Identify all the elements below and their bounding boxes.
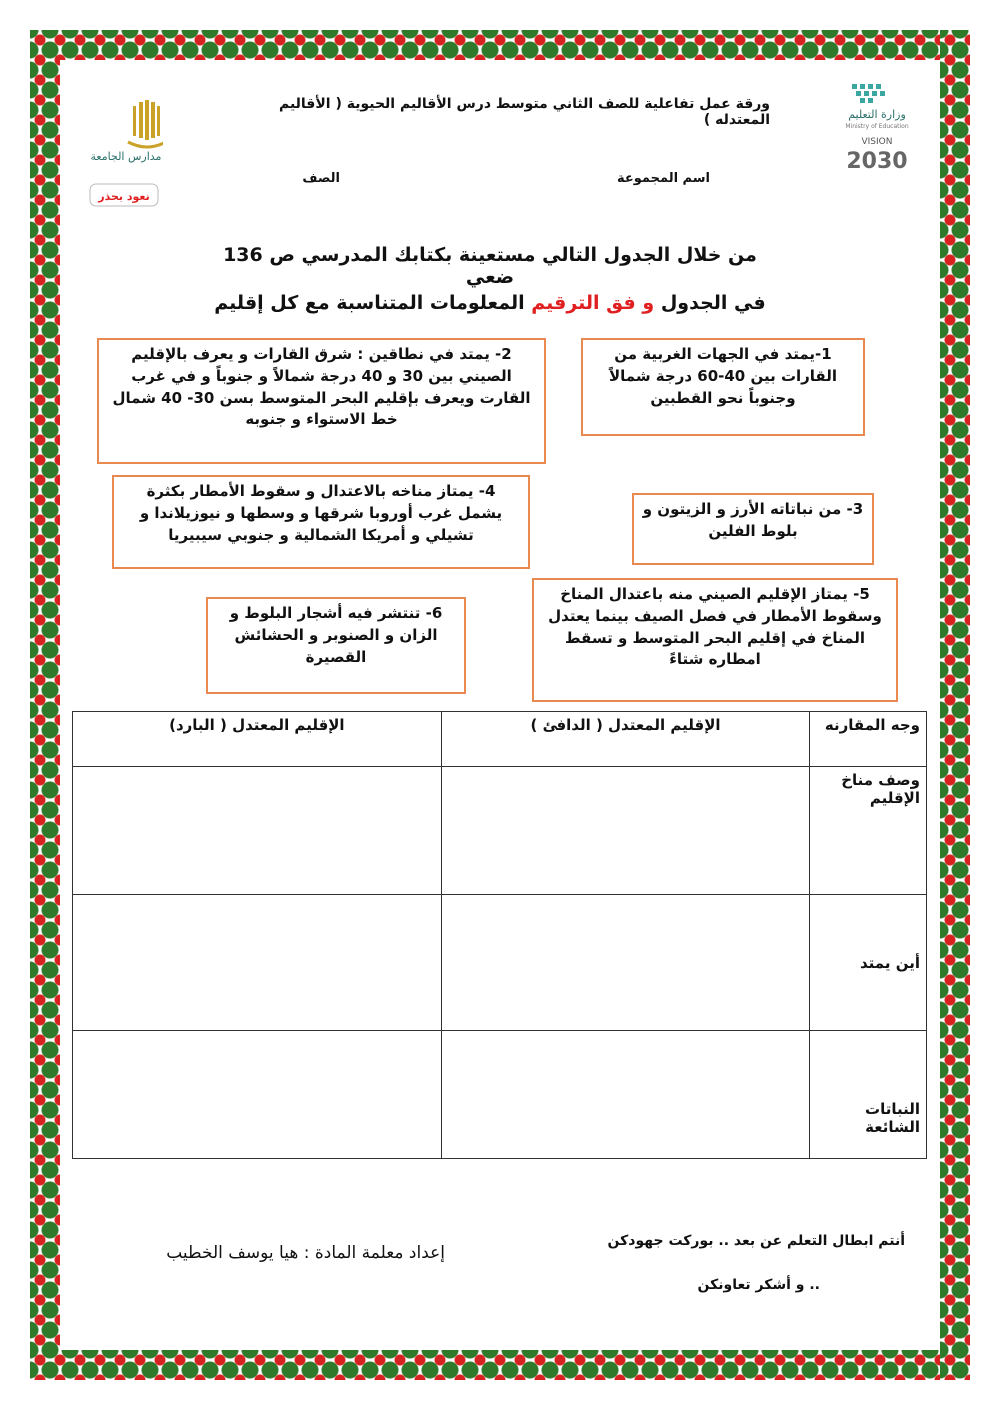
row-label-plants: النباتات الشائعة: [810, 1031, 927, 1159]
class-label: الصف: [302, 171, 340, 186]
footer-thanks: .. و أشكر تعاونكن: [697, 1277, 820, 1293]
info-box-2[interactable]: 2- يمتد في نطاقين : شرق القارات و يعرف بالإقليم الصيني بين 30 و 40 درجة شمالاً و جنوباً و في غرب القارت ويعرف بإقليم البحر المتوسط بسن 30- 40 شمال خط الاستواء و جنوبه: [97, 338, 546, 464]
svg-text:مدارس الجامعة: مدارس الجامعة: [90, 150, 162, 163]
group-name-label: اسم المجموعة: [616, 171, 710, 186]
row-label-climate: وصف مناخ الإقليم: [810, 767, 927, 895]
info-box-5[interactable]: 5- يمتاز الإقليم الصيني منه باعتدال المناخ وسقوط الأمطار في فصل الصيف بينما يعتدل المناخ في إقليم البحر المتوسط و تسقط امطاره شتاءً: [532, 578, 898, 702]
table-corner-cell: وجه المقارنه: [810, 712, 927, 767]
instruction-line-2: [200, 292, 780, 314]
info-box-4[interactable]: 4- يمتاز مناخه بالاعتدال و سقوط الأمطار بكثرة يشمل غرب أوروبا شرقها و وسطها و نيوزيلاندا و تشيلي و أمريكا الشمالية و جنوبي سيبيريا: [112, 475, 530, 569]
table-row: [73, 767, 927, 895]
school-logo: [88, 92, 163, 212]
table-row: [73, 1031, 927, 1159]
decorative-border-top: [30, 30, 970, 60]
svg-text:2030: 2030: [846, 149, 908, 174]
column-warm-header: الإقليم المعتدل ( الدافئ ): [441, 712, 810, 767]
drop-cell-cold-extent[interactable]: [73, 895, 442, 1031]
drop-cell-warm-climate[interactable]: [441, 767, 810, 895]
footer-encouragement: أنتم ابطال التعلم عن بعد .. بوركت جهودكن: [607, 1233, 905, 1249]
ministry-logo-icon: [832, 80, 922, 192]
table-row: [73, 895, 927, 1031]
info-box-6[interactable]: 6- تنتشر فيه أشجار البلوط و الزان و الصنوبر و الحشائش القصيرة: [206, 597, 466, 694]
column-cold-header: الإقليم المعتدل ( البارد): [73, 712, 442, 767]
ministry-logo: [832, 80, 922, 192]
row-label-extent: أين يمتد: [810, 895, 927, 1031]
svg-text:Ministry of Education: Ministry of Education: [845, 123, 909, 130]
instruction-part-a: في الجدول: [660, 292, 766, 314]
drop-cell-warm-plants[interactable]: [441, 1031, 810, 1159]
decorative-border-left: [30, 30, 60, 1380]
instruction-part-b: المعلومات المتناسبة مع كل إقليم: [214, 292, 525, 314]
drop-cell-warm-extent[interactable]: [441, 895, 810, 1031]
decorative-border-right: [940, 30, 970, 1380]
instruction-part-red: و فق الترقيم: [531, 292, 655, 314]
worksheet-title: ورقة عمل تفاعلية للصف الثاني متوسط درس الأقاليم الحيوية ( الأقاليم المعتدله ): [278, 96, 770, 128]
comparison-table: [72, 711, 927, 1159]
svg-text:نعود بحذر: نعود بحذر: [98, 190, 150, 203]
drop-cell-cold-plants[interactable]: [73, 1031, 442, 1159]
table-header-row: [73, 712, 927, 767]
instruction-line-1: من خلال الجدول التالي مستعينة بكتابك المدرسي ص 136 ضعي: [223, 244, 757, 288]
svg-text:VISION: VISION: [861, 137, 893, 147]
info-box-1[interactable]: 1-يمتد في الجهات الغربية من القارات بين 40-60 درجة شمالاً وجنوباً نحو القطبين: [581, 338, 865, 436]
footer-author: إعداد معلمة المادة : هيا يوسف الخطيب: [166, 1243, 445, 1263]
svg-text:وزارة التعليم: وزارة التعليم: [848, 108, 906, 121]
info-box-3[interactable]: 3- من نباتاته الأرز و الزيتون و بلوط الفلين: [632, 493, 874, 565]
decorative-border-bottom: [30, 1350, 970, 1380]
school-logo-icon: [88, 92, 163, 212]
drop-cell-cold-climate[interactable]: [73, 767, 442, 895]
